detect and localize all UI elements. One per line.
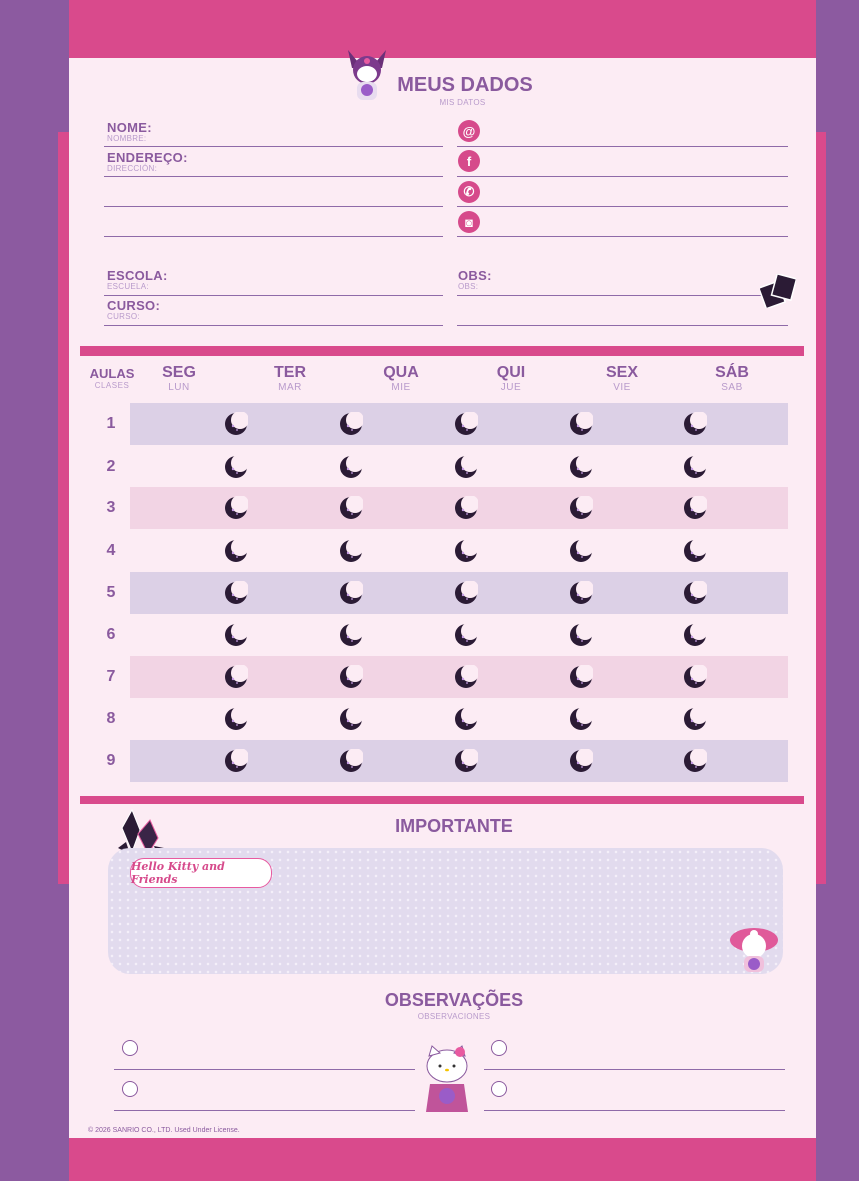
moon-icon[interactable] [224, 749, 248, 773]
aulas-header: AULAS CLASES [89, 366, 135, 390]
moon-icon[interactable] [224, 496, 248, 520]
endereco-sublabel: DIRECCIÓN: [107, 164, 158, 173]
escola-sublabel: ESCUELA: [107, 282, 149, 291]
hello-kitty-mascot [420, 1044, 474, 1116]
moon-icon[interactable] [339, 496, 363, 520]
whatsapp-field[interactable] [457, 206, 788, 207]
day-header-1: TER MAR [274, 364, 306, 393]
moon-icon[interactable] [683, 665, 707, 689]
observacao-line-2[interactable] [114, 1110, 415, 1111]
moon-icon[interactable] [683, 412, 707, 436]
moon-icon[interactable] [454, 455, 478, 479]
meus-dados-title: MEUS DADOS [397, 74, 533, 96]
nome-field[interactable] [104, 146, 443, 147]
hello-kitty-friends-logo: Hello Kitty and Friends [130, 858, 272, 888]
moon-icon[interactable] [224, 581, 248, 605]
endereco-field-3[interactable] [104, 236, 443, 237]
row-number: 2 [106, 458, 116, 475]
obs-sublabel: OBS: [458, 282, 479, 291]
facebook-field[interactable] [457, 176, 788, 177]
moon-icon[interactable] [454, 539, 478, 563]
moon-icon[interactable] [454, 749, 478, 773]
moon-icon[interactable] [224, 623, 248, 647]
moon-icon[interactable] [454, 496, 478, 520]
importante-title: IMPORTANTE [395, 816, 513, 836]
row-number: 5 [106, 584, 116, 601]
moon-icon[interactable] [339, 581, 363, 605]
endereco-label: ENDEREÇO: [107, 150, 188, 165]
separator-1 [80, 346, 804, 356]
day-header-4: SEX VIE [605, 364, 638, 393]
day-header-3: QUI JUE [496, 364, 526, 393]
moon-icon[interactable] [683, 707, 707, 731]
moon-icon[interactable] [454, 623, 478, 647]
observacao-checkbox-3[interactable] [491, 1040, 507, 1056]
bottom-pink-band [69, 1138, 816, 1181]
moon-icon[interactable] [569, 749, 593, 773]
curso-sublabel: CURSO: [107, 312, 140, 321]
endereco-field-1[interactable] [104, 176, 443, 177]
row-number: 6 [106, 626, 116, 643]
day-header-2: QUA MIE [383, 364, 419, 393]
moon-icon[interactable] [569, 412, 593, 436]
nome-label: NOME: [107, 120, 152, 135]
day-header-5: SÁB SAB [715, 364, 749, 393]
moon-icon[interactable] [224, 455, 248, 479]
separator-2 [80, 796, 804, 804]
observacao-line-3[interactable] [484, 1069, 785, 1070]
escola-label: ESCOLA: [107, 268, 168, 283]
moon-icon[interactable] [683, 749, 707, 773]
curso-label: CURSO: [107, 298, 161, 313]
moon-icon[interactable] [454, 581, 478, 605]
moon-icon[interactable] [224, 707, 248, 731]
moon-icon[interactable] [339, 412, 363, 436]
copyright-text: © 2026 SANRIO CO., LTD. Used Under License. [88, 1127, 240, 1134]
moon-icon[interactable] [224, 665, 248, 689]
meus-dados-subtitle: MIS DATOS [439, 98, 486, 107]
observacao-line-1[interactable] [114, 1069, 415, 1070]
moon-icon[interactable] [683, 623, 707, 647]
moon-icon[interactable] [454, 707, 478, 731]
obs-field-2[interactable] [457, 325, 788, 326]
row-number: 1 [106, 415, 116, 432]
observacoes-subtitle: OBSERVACIONES [417, 1012, 491, 1021]
moon-icon[interactable] [569, 496, 593, 520]
moon-icon[interactable] [454, 665, 478, 689]
moon-icon[interactable] [683, 539, 707, 563]
moon-icon[interactable] [339, 707, 363, 731]
moon-icon[interactable] [454, 412, 478, 436]
obs-field-1[interactable] [457, 295, 788, 296]
observacoes-title: OBSERVAÇÕES [384, 990, 524, 1010]
moon-icon[interactable] [569, 455, 593, 479]
nome-sublabel: NOMBRE: [107, 134, 147, 143]
obs-label: OBS: [458, 268, 492, 283]
row-number: 7 [106, 668, 116, 685]
card-decoration-icon [760, 274, 796, 308]
moon-icon[interactable] [569, 623, 593, 647]
moon-icon[interactable] [339, 623, 363, 647]
facebook-icon: f [458, 150, 480, 172]
observacao-checkbox-1[interactable] [122, 1040, 138, 1056]
endereco-field-2[interactable] [104, 206, 443, 207]
observacao-line-4[interactable] [484, 1110, 785, 1111]
whatsapp-icon: ✆ [458, 181, 480, 203]
moon-icon[interactable] [339, 539, 363, 563]
moon-icon[interactable] [569, 665, 593, 689]
moon-icon[interactable] [224, 539, 248, 563]
moon-icon[interactable] [683, 581, 707, 605]
at-icon: @ [458, 120, 480, 142]
curso-field[interactable] [104, 325, 443, 326]
row-number: 8 [106, 710, 116, 727]
moon-icon[interactable] [683, 496, 707, 520]
moon-icon[interactable] [224, 412, 248, 436]
moon-icon[interactable] [569, 707, 593, 731]
row-number: 4 [106, 542, 116, 559]
instagram-field[interactable] [457, 236, 788, 237]
observacao-checkbox-2[interactable] [122, 1081, 138, 1097]
moon-icon[interactable] [569, 581, 593, 605]
escola-field[interactable] [104, 295, 443, 296]
moon-icon[interactable] [339, 665, 363, 689]
instagram-icon: ◙ [458, 211, 480, 233]
observacao-checkbox-4[interactable] [491, 1081, 507, 1097]
my-melody-mascot [728, 926, 780, 976]
top-pink-band [69, 0, 816, 58]
row-number: 3 [106, 499, 116, 516]
day-header-0: SEG LUN [162, 364, 196, 393]
moon-icon[interactable] [569, 539, 593, 563]
moon-icon[interactable] [339, 749, 363, 773]
moon-icon[interactable] [339, 455, 363, 479]
row-number: 9 [106, 752, 116, 769]
email-field[interactable] [457, 146, 788, 147]
moon-icon[interactable] [683, 455, 707, 479]
